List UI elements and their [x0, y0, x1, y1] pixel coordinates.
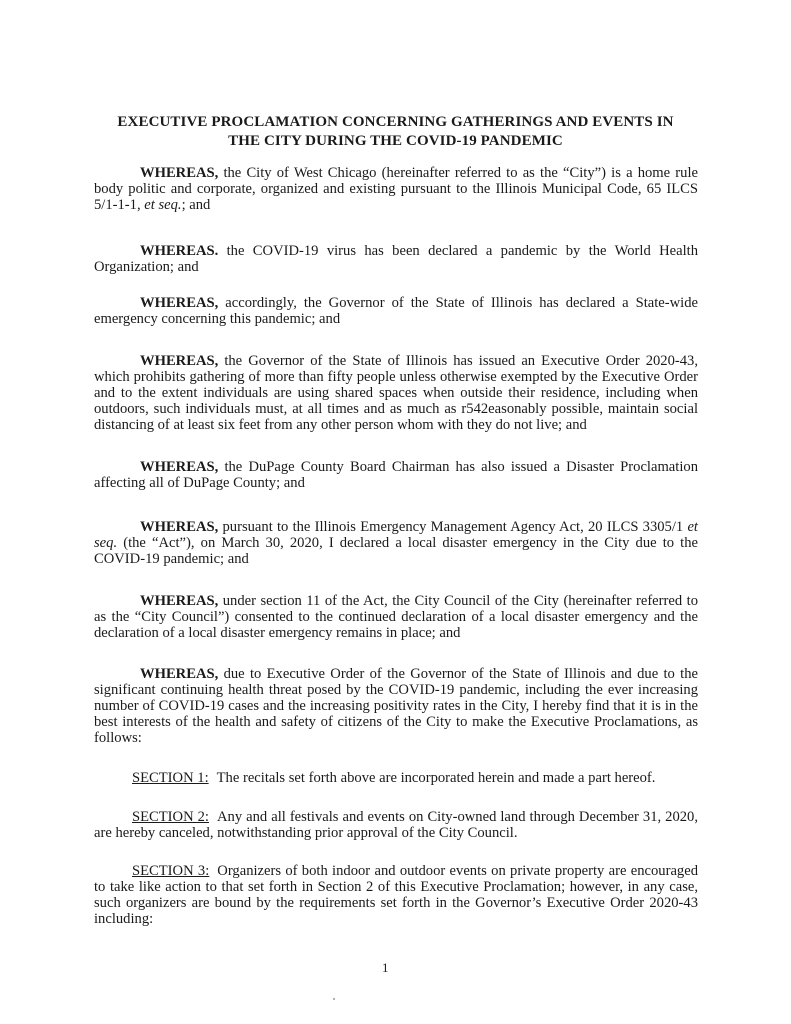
section-1 — [94, 770, 698, 786]
whereas-label: WHEREAS, — [140, 165, 219, 181]
paragraph-text: under section 11 of the Act, the City Council of the City (hereinafter referred to as the “City Council”) consented to the continued declaration of a local disaster emergency and the declaration of a local disaster emergency remains in place; and — [94, 593, 698, 641]
paragraph-text: the DuPage County Board Chairman has also issued a Disaster Proclamation affecting all of DuPage County; and — [94, 459, 698, 491]
document-title — [80, 113, 711, 151]
whereas-label: WHEREAS, — [140, 666, 219, 682]
section-text: Any and all festivals and events on City-owned land through December 31, 2020, are hereby canceled, notwithstanding prior approval of the City Council. — [94, 809, 698, 841]
paragraph-end: ; and — [181, 197, 211, 213]
whereas-paragraph-5 — [94, 459, 698, 491]
paragraph-italic: et seq. — [94, 519, 698, 551]
whereas-paragraph-7 — [94, 593, 698, 641]
whereas-paragraph-1 — [94, 165, 698, 213]
paragraph-text: the COVID-19 virus has been declared a pandemic by the World Health Organization; and — [94, 243, 698, 275]
whereas-paragraph-8 — [94, 666, 698, 746]
title-line-2: THE CITY DURING THE COVID-19 PANDEMIC — [228, 133, 563, 149]
scan-speck — [333, 998, 335, 1000]
whereas-label: WHEREAS, — [140, 519, 219, 535]
section-text: Organizers of both indoor and outdoor events on private property are encouraged to take like action to that set forth in Section 2 of this Executive Proclamation; however, in any case, such organizers are bound by the requirements set forth in the Governor’s Executive Order 2020-43 including: — [94, 863, 698, 927]
whereas-paragraph-2 — [94, 243, 698, 275]
title-line-1: EXECUTIVE PROCLAMATION CONCERNING GATHERINGS AND EVENTS IN — [117, 114, 674, 130]
paragraph-text: pursuant to the Illinois Emergency Management Agency Act, 20 ILCS 3305/1 — [218, 519, 688, 535]
page-number: 1 — [382, 960, 389, 975]
whereas-label: WHEREAS, — [140, 459, 219, 475]
whereas-label: WHEREAS, — [140, 295, 219, 311]
paragraph-end: (the “Act”), on March 30, 2020, I declared a local disaster emergency in the City due to the COVID-19 pandemic; and — [94, 535, 698, 567]
paragraph-text: the Governor of the State of Illinois has issued an Executive Order 2020-43, which prohibits gathering of more than fifty people unless otherwise exempted by the Executive Order and to the extent individuals are using shared spaces when outside their residence, including when outdoors, such individuals must, at all times and as much as r542easonably possible, maintain social distancing of at least six feet from any other person whom with they do not live; and — [94, 353, 698, 433]
whereas-paragraph-6 — [94, 519, 698, 567]
section-label: SECTION 1: — [132, 770, 209, 786]
whereas-label: WHEREAS, — [140, 593, 219, 609]
paragraph-text: accordingly, the Governor of the State of Illinois has declared a State-wide emergency concerning this pandemic; and — [94, 295, 698, 327]
section-label: SECTION 2: — [132, 809, 209, 825]
section-text: The recitals set forth above are incorporated herein and made a part hereof. — [216, 770, 656, 786]
paragraph-text: the City of West Chicago (hereinafter referred to as the “City”) is a home rule body politic and corporate, organized and existing pursuant to the Illinois Municipal Code, 65 ILCS 5/1-1-1, — [94, 165, 698, 213]
whereas-label: WHEREAS, — [140, 353, 219, 369]
section-label: SECTION 3: — [132, 863, 210, 879]
paragraph-italic: et seq. — [144, 197, 182, 213]
whereas-paragraph-3 — [94, 295, 698, 327]
section-3 — [94, 863, 698, 927]
whereas-paragraph-4 — [94, 353, 698, 433]
section-2 — [94, 809, 698, 841]
whereas-label: WHEREAS. — [140, 243, 219, 259]
paragraph-text: due to Executive Order of the Governor of the State of Illinois and due to the significant continuing health threat posed by the COVID-19 pandemic, including the ever increasing number of COVID-19 cases and the increasing positivity rates in the City, I hereby find that it is in the best interests of the health and safety of citizens of the City to make the Executive Proclamations, as follows: — [94, 666, 698, 746]
